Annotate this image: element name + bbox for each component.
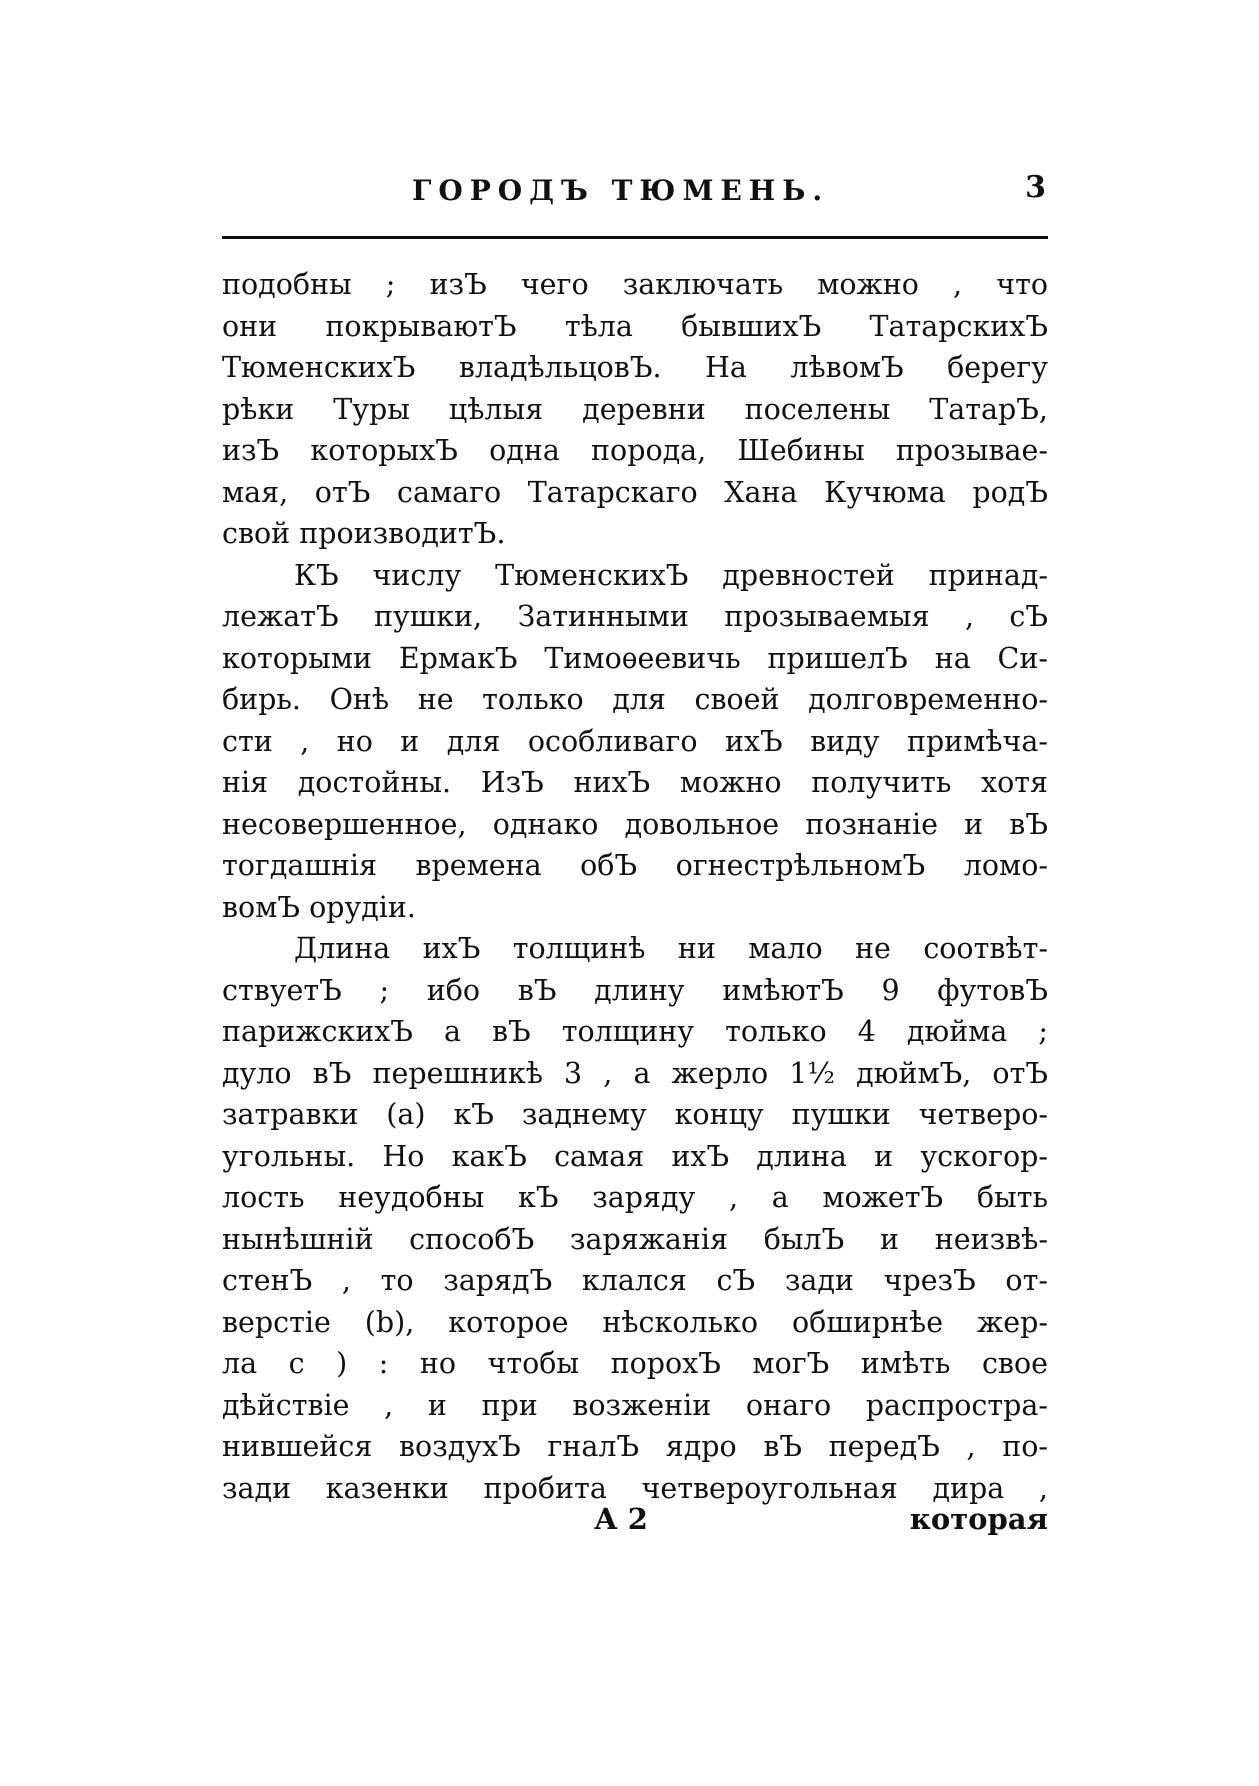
text-line: лость неудобны кЪ заряду , а можетЪ быть <box>222 1181 1048 1214</box>
text-line: мая, отЪ самаго Татарскаго Хана Кучюма родЪ <box>222 475 1048 509</box>
text-line: рѣки Туры цѣлыя деревни поселены ТатарЪ, <box>222 392 1048 426</box>
text-line: лежатЪ пушки, Затинными прозываемыя , сЪ <box>222 600 1048 633</box>
text-line: несовершенное, однако довольное познаніе и вЪ <box>222 807 1048 841</box>
text-line: нившейся воздухЪ гналЪ ядро вЪ передЪ , по- <box>222 1430 1048 1463</box>
running-head <box>222 168 1048 216</box>
running-title: ГОРОДЪ ТЮМЕНЬ. <box>412 174 830 207</box>
text-line: зади казенки пробита четвероугольная дира , <box>222 1471 1048 1505</box>
text-line: сти , но и для особливаго ихЪ виду примѣча- <box>222 724 1048 758</box>
text-line: тогдашнія времена обЪ огнестрѣльномЪ ломо- <box>222 849 1048 882</box>
text-line: они покрываютЪ тѣла бывшихЪ ТатарскихЪ <box>222 309 1048 343</box>
signature-mark: А 2 <box>594 1502 648 1536</box>
text-line: угольны. Но какЪ самая ихЪ длина и ускогор- <box>222 1139 1048 1173</box>
text-line: верстіе (b), которое нѣсколько обширнѣе жер- <box>222 1305 1048 1339</box>
header-rule <box>222 236 1048 239</box>
body-text <box>222 264 1048 1509</box>
text-line: Длина ихЪ толщинѣ ни мало не соотвѣт- <box>294 932 1048 965</box>
text-line: ТюменскихЪ владѣльцовЪ. На лѣвомЪ берегу <box>222 351 1048 384</box>
text-line: вомЪ орудіи. <box>222 890 416 924</box>
text-line: нынѣшній способЪ заряжанія былЪ и неизвѣ- <box>222 1222 1048 1256</box>
text-line: нія достойны. ИзЪ нихЪ можно получить хотя <box>222 766 1048 799</box>
text-line: ла c ) : но чтобы порохЪ могЪ имѣть свое <box>222 1347 1048 1380</box>
catchword: которая <box>909 1502 1048 1536</box>
text-line: дуло вЪ перешникѣ 3 , а жерло 1½ дюймЪ, отЪ <box>222 1056 1048 1090</box>
text-line: затравки (а) кЪ заднему концу пушки четверо- <box>222 1098 1048 1131</box>
text-line: бирь. Онѣ не только для своей долговременно- <box>222 683 1048 716</box>
text-line: изЪ которыхЪ одна порода, Шебины прозывае- <box>222 434 1048 467</box>
text-line: дѣйствіе , и при возженіи онаго распростра- <box>222 1388 1048 1422</box>
text-line: свой производитЪ. <box>222 517 506 550</box>
text-line: КЪ числу ТюменскихЪ древностей принад- <box>294 558 1048 592</box>
text-line: подобны ; изЪ чего заключать можно , что <box>222 268 1048 301</box>
text-line: которыми ЕрмакЪ Тимоѳеевичь пришелЪ на Си- <box>222 641 1048 675</box>
page-number: 3 <box>1025 170 1046 205</box>
page-footer <box>222 1502 1048 1544</box>
text-line: парижскихЪ а вЪ толщину только 4 дюйма ; <box>222 1015 1048 1048</box>
text-line: ствуетЪ ; ибо вЪ длину имѣютЪ 9 футовЪ <box>222 973 1048 1007</box>
text-line: стенЪ , то зарядЪ клался сЪ зади чрезЪ от- <box>222 1264 1048 1297</box>
